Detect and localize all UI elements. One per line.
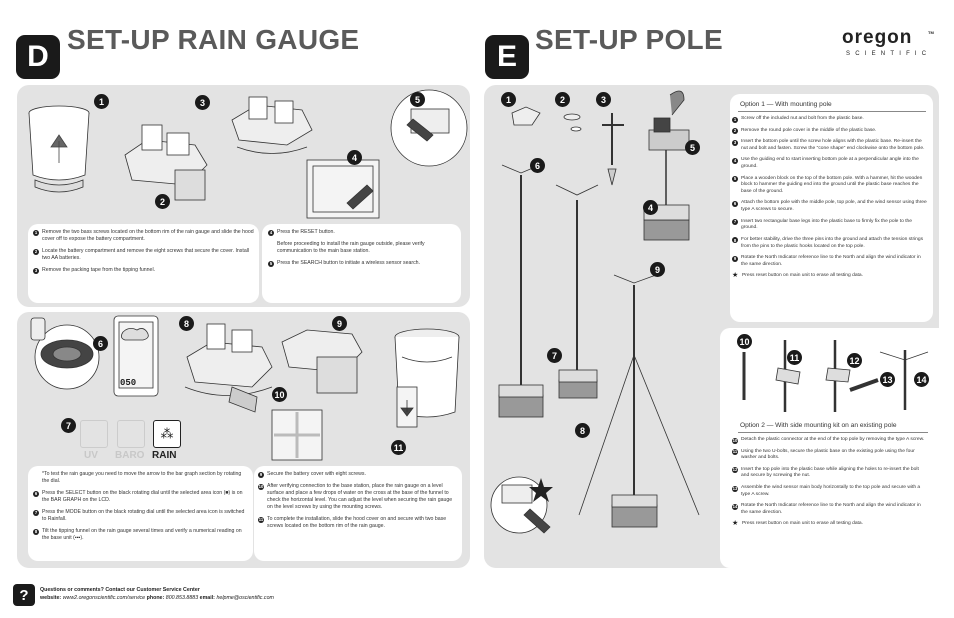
step-number: 7 (34, 509, 38, 515)
step-text: *To test the rain gauge you need to move the arrow to the bar graph section by rotating the dial. (42, 471, 242, 485)
step-item (258, 483, 458, 511)
pole-illustrations (484, 85, 729, 568)
step-number: 9 (733, 255, 737, 261)
section-d-letter: D (16, 35, 60, 79)
step-number: 3 (733, 139, 737, 145)
step-text: Use the guiding end to start inserting bottom pole at a perpendicular angle into the ground. (741, 157, 919, 170)
step-number: 13 (732, 485, 738, 491)
figure-d8-badge: 8 (179, 316, 194, 331)
website-link[interactable]: www2.oregonscientific.com/service (62, 595, 146, 601)
step-item (732, 503, 928, 516)
step-text: Remove the packing tape from the tipping funnel. (42, 267, 156, 274)
step-item (33, 490, 249, 504)
brand-sub: SCIENTIFIC (846, 51, 932, 57)
step-item (258, 516, 458, 530)
step-item (732, 467, 928, 480)
step-text: Press the SEARCH button to initiate a wireless sensor search. (277, 260, 421, 267)
step-text: Insert the bottom pole until the screw hole aligns with the plastic base. Re-insert the nut and bolt and fasten. Screw the "cone shape" end clockwise onto the bottom pole. (741, 139, 925, 151)
step-number: 4 (733, 158, 737, 164)
option2-title: Option 2 — With side mounting kit on an existing pole (740, 422, 897, 429)
step-item (732, 449, 928, 462)
step-number: 10 (732, 437, 738, 443)
option1-rule (738, 111, 926, 112)
step-item (732, 176, 928, 196)
step-item (732, 437, 928, 444)
step-item (33, 248, 255, 262)
uv-icon (80, 420, 108, 448)
step-item (268, 260, 456, 267)
figure-e4-badge: 4 (643, 200, 658, 215)
step-number: 11 (732, 449, 738, 455)
step-text: Insert the top pole into the plastic base while aligning the holes to re-insert the bolt and secure by screwing the nut. (741, 466, 919, 479)
figure-e1-badge: 1 (501, 92, 516, 107)
rain-gauge-steps-c (33, 471, 249, 547)
figure-e3-badge: 3 (596, 92, 611, 107)
figure-d2-badge: 2 (155, 194, 170, 209)
step-item (33, 528, 249, 542)
rain-gauge-steps-b (268, 229, 456, 272)
email-link[interactable]: helpme@oscientific.com (216, 595, 274, 601)
step-item (33, 509, 249, 523)
email-label: email: (199, 595, 215, 601)
step-number: 2 (34, 248, 38, 254)
step-number: 10 (258, 483, 264, 489)
step-number: 11 (258, 516, 264, 522)
rain-icon: ⁂ (153, 420, 181, 448)
step-number: 8 (34, 528, 38, 534)
step-text: Attach the bottom pole with the middle pole, top pole, and the wind sensor using three type A screws to secure. (741, 200, 927, 213)
figure-e12-badge: 12 (847, 353, 862, 368)
step-item (732, 116, 928, 123)
step-item (732, 237, 928, 250)
step-number: 14 (732, 503, 738, 509)
gauge-figure-9 (282, 330, 362, 393)
figure-d6-badge: 6 (93, 336, 108, 351)
rain-gauge-steps-a (33, 229, 255, 279)
step-number: 1 (733, 116, 737, 122)
step-text: Press the SELECT button on the black rotating dial until the selected area icon (■) is on the BAR GRAPH on the LCD. (42, 490, 243, 504)
step-text: Using the two U-bolts, secure the plastic base on the existing pole using the four washer and bolts. (741, 448, 915, 461)
step-text: Rotate the North Indicator reference line to the North and align the wind indicator in the same direction. (741, 255, 921, 267)
step-number: 8 (733, 237, 737, 243)
step-number: 6 (733, 201, 737, 207)
figure-e5-badge: 5 (685, 140, 700, 155)
figure-d9-badge: 9 (332, 316, 347, 331)
step-text: Press reset button on main unit to erase all testing data. (742, 273, 863, 279)
option2-rule (738, 432, 928, 433)
help-icon: ? (13, 584, 35, 606)
step-item (33, 471, 249, 485)
option1-title: Option 1 — With mounting pole (740, 101, 832, 108)
step-item (732, 521, 928, 528)
step-text: Press the RESET button. (277, 229, 335, 235)
step-number: 4 (269, 229, 273, 235)
figure-d11-badge: 11 (391, 440, 406, 455)
step-text: Place a wooden block on the top of the bottom pole. With a hammer, hit the wooden block to hammer the guiding end into the ground until the plastic base reaches the base of the ground. (741, 175, 923, 194)
step-number: 5 (269, 260, 273, 266)
step-item (732, 139, 928, 152)
figure-e6-badge: 6 (530, 158, 545, 173)
footer-line1: Questions or comments? Contact our Customer Service Center (40, 587, 200, 593)
step-item (732, 157, 928, 170)
figure-d7-badge: 7 (61, 418, 76, 433)
gauge-figure-11 (395, 329, 459, 427)
step-text: Secure the battery cover with eight screws. (267, 471, 366, 477)
phone-label: phone: (146, 595, 165, 601)
reset-button-figure (307, 160, 379, 218)
step-text: To complete the installation, slide the hood cover on and secure with two base screws located on the bottom rim of the rain gauge. (267, 516, 447, 530)
step-text: Assemble the wind sensor main body horizontally to the top pole and secure with a type A screw. (741, 485, 921, 497)
step-item (268, 229, 456, 236)
section-d-title: SET-UP RAIN GAUGE (67, 24, 360, 55)
step-number: 6 (34, 490, 38, 496)
figure-d5-badge: 5 (410, 92, 425, 107)
baro-icon (117, 420, 145, 448)
phone-value: 800.853.8883 (165, 595, 199, 601)
step-text: For better stability, drive the three pins into the ground and attach the tension strings from the pins to the plastic hooks located on the top pole. (741, 236, 924, 249)
section-e-letter: E (485, 35, 529, 79)
figure-e11-badge: 11 (787, 350, 802, 365)
step-number: 9 (259, 471, 263, 477)
brand-name: oregon (842, 27, 913, 48)
baro-label: BARO (115, 450, 145, 461)
step-number: 2 (733, 128, 737, 134)
step-number: 1 (34, 229, 38, 235)
figure-d4-badge: 4 (347, 150, 362, 165)
brand-tm: TM (928, 30, 934, 35)
step-item (258, 471, 458, 478)
battery-compartment-figure (125, 125, 207, 200)
step-number: 3 (34, 267, 38, 273)
step-text: Tilt the tipping funnel on the rain gauge several times and verify a numerical reading on the base unit (▪▪▪). (42, 528, 242, 542)
step-text: Before proceeding to install the rain gauge outside, please verify communication to the main base station. (277, 241, 425, 255)
figure-e2-badge: 2 (555, 92, 570, 107)
rain-gauge-illustrations-top (17, 85, 470, 225)
step-item (732, 485, 928, 498)
step-item (732, 200, 928, 213)
lcd-readout: 050 (120, 378, 137, 388)
uv-label: UV (84, 450, 98, 461)
step-number: 12 (732, 467, 738, 473)
step-item (268, 241, 456, 255)
step-text: Press reset button on main unit to erase all testing data. (742, 521, 863, 527)
step-item (732, 128, 928, 135)
step-text: Screw off the included nut and bolt from the plastic base. (741, 116, 864, 121)
rain-label: RAIN (152, 450, 177, 461)
figure-e9-badge: 9 (650, 262, 665, 277)
step-text: After verifying connection to the base station, place the rain gauge on a level surface and place a few drops of water on the cross at the base of the funnel to check the horizontal level. You can adjust the level when securing the rain gauge on the level screws by using the mounting screws. (267, 483, 453, 511)
figure-e14-badge: 14 (914, 372, 929, 387)
figure-d10-badge: 10 (272, 387, 287, 402)
star-icon: ★ (732, 520, 739, 528)
step-number: 5 (733, 176, 737, 182)
step-text: Remove the round pole cover in the middle of the plastic base. (741, 127, 877, 133)
dial-figure (31, 318, 99, 389)
figure-e8-badge: 8 (575, 423, 590, 438)
side-mount-illustrations (730, 330, 935, 420)
step-text: Detach the plastic connector at the end of the top pole by removing the type A screw. (741, 437, 925, 442)
step-text: Press the MODE button on the black rotating dial until the selected area icon is switched to Rainfall. (42, 509, 245, 523)
step-item (33, 229, 255, 243)
option1-steps (732, 116, 928, 285)
figure-e10-badge: 10 (737, 334, 752, 349)
website-label: website: (40, 595, 62, 601)
search-button-figure (391, 90, 467, 166)
step-text: Insert two rectangular base legs into the plastic base to firmly fix the pole to the ground. (741, 218, 912, 231)
gauge-hood-figure (29, 106, 89, 192)
step-item (732, 219, 928, 232)
step-text: Rotate the North Indicator reference line to the North and align the wind indicator in the same direction. (741, 503, 921, 515)
step-text: Locate the battery compartment and remove the eight screws that secure the cover. Install two AA batteries. (42, 248, 250, 262)
footer-contact (40, 595, 274, 601)
tipping-funnel-figure (232, 97, 312, 154)
step-item (33, 267, 255, 274)
rain-gauge-steps-d (258, 471, 458, 535)
option2-steps (732, 437, 928, 533)
step-item (732, 273, 928, 280)
section-e-title: SET-UP POLE (535, 24, 723, 55)
figure-e7-badge: 7 (547, 348, 562, 363)
figure-e13-badge: 13 (880, 372, 895, 387)
gauge-figure-8 (185, 324, 272, 396)
figure-d1-badge: 1 (94, 94, 109, 109)
figure-d3-badge: 3 (195, 95, 210, 110)
step-item (732, 255, 928, 268)
step-number: 7 (733, 219, 737, 225)
star-icon: ★ (732, 272, 739, 280)
step-text: Remove the two bass screws located on the bottom rim of the rain gauge and slide the hood cover off to expose the battery compartment. (42, 229, 254, 243)
